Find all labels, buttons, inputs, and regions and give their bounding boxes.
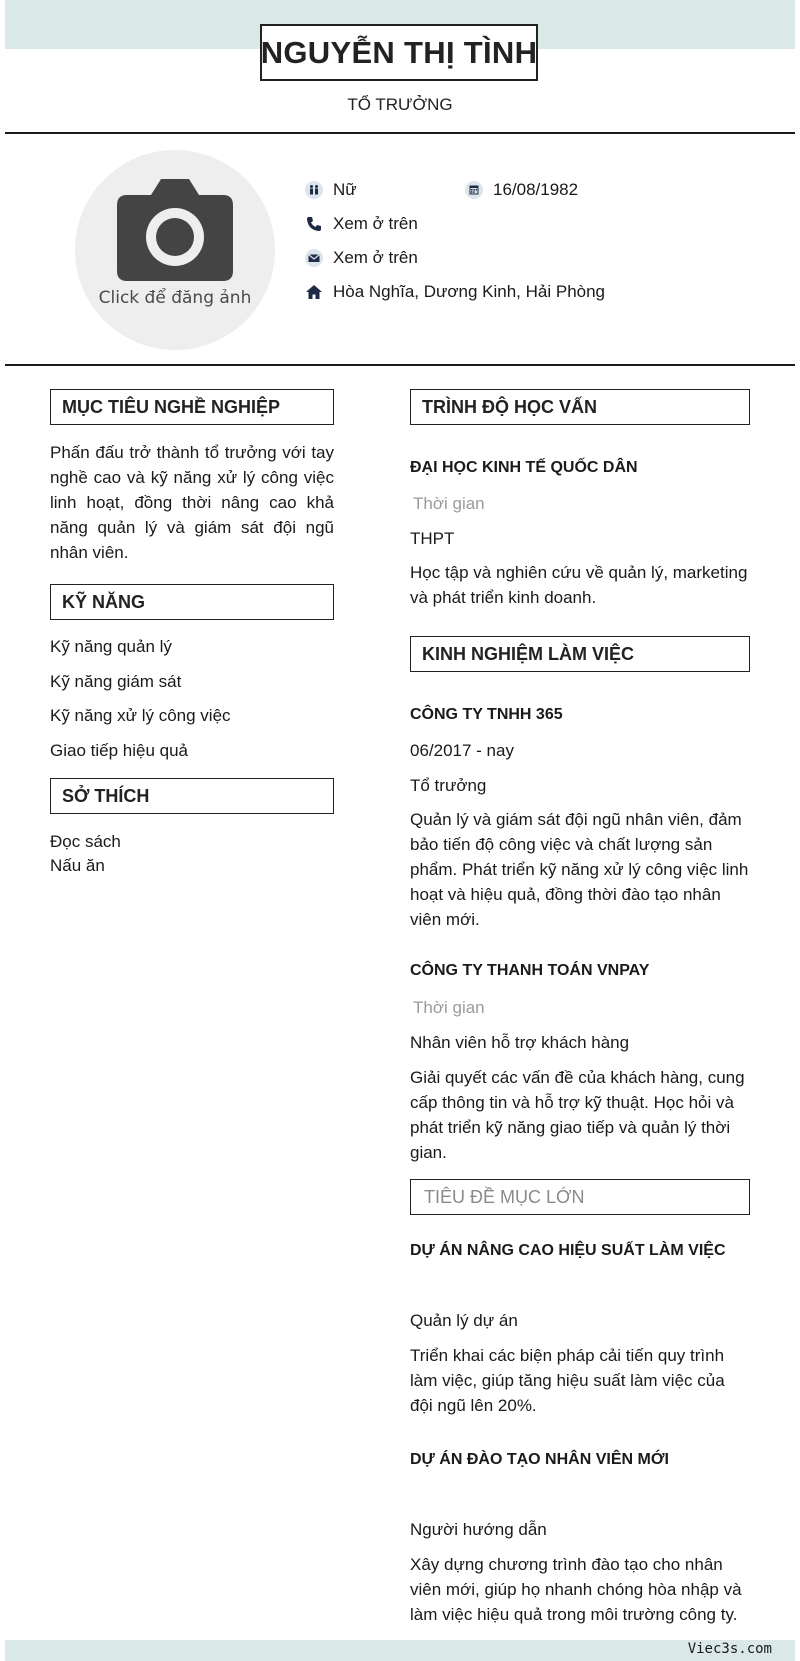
objective-text[interactable]: Phấn đấu trở thành tổ trưởng với tay nghề cao và kỹ năng xử lý công việc linh hoạt, đồng thời nâng cao khả năng quản lý và giám sát đội ngũ nhân viên.	[50, 443, 334, 562]
objective-title[interactable]: MỤC TIÊU NGHỀ NGHIỆP	[50, 389, 334, 425]
photo-upload[interactable]	[75, 150, 275, 350]
watermark: Viec3s.com	[687, 1641, 772, 1657]
project-description[interactable]: Xây dựng chương trình đào tạo cho nhân viên mới, giúp họ nhanh chóng hòa nhập và làm việc hiệu quả trong môi trường công ty.	[410, 1555, 742, 1624]
home-icon	[305, 283, 323, 301]
education-title[interactable]: TRÌNH ĐỘ HỌC VẤN	[410, 389, 750, 425]
job-description[interactable]: Giải quyết các vấn đề của khách hàng, cung cấp thông tin và hỗ trợ kỹ thuật. Học hỏi và phát triển kỹ năng giao tiếp và quản lý thời gian.	[410, 1068, 745, 1162]
skill-item[interactable]: Kỹ năng giám sát	[50, 672, 182, 691]
phone-field[interactable]	[305, 214, 418, 234]
job-description[interactable]: Quản lý và giám sát đội ngũ nhân viên, đảm bảo tiến độ công việc và chất lượng sản phẩm. Phát triển kỹ năng xử lý công việc linh hoạt và hiệu quả, đồng thời đào tạo nhân viên mới.	[410, 810, 749, 929]
company-name[interactable]: CÔNG TY THANH TOÁN VNPAY	[410, 962, 650, 979]
job-time[interactable]: Thời gian	[413, 998, 485, 1017]
phone-icon	[305, 215, 323, 233]
header-divider	[5, 132, 795, 134]
birthdate-value: 16/08/1982	[493, 180, 579, 199]
camera-icon	[115, 177, 235, 282]
experience-title[interactable]: KINH NGHIỆM LÀM VIỆC	[410, 636, 750, 672]
hobby-item[interactable]: Nấu ăn	[50, 856, 105, 875]
profile-divider	[5, 364, 795, 366]
birthdate-field[interactable]	[465, 180, 578, 200]
projects-title[interactable]: TIÊU ĐỀ MỤC LỚN	[410, 1179, 750, 1215]
hobbies-title[interactable]: SỞ THÍCH	[50, 778, 334, 814]
school-name[interactable]: ĐẠI HỌC KINH TẾ QUỐC DÂN	[410, 459, 638, 476]
project-name[interactable]: DỰ ÁN ĐÀO TẠO NHÂN VIÊN MỚI	[410, 1451, 669, 1468]
calendar-icon	[465, 181, 483, 199]
job-position[interactable]: Tổ trưởng	[410, 776, 487, 795]
photo-label: Click để đăng ảnh	[98, 288, 252, 308]
email-icon	[305, 249, 323, 267]
skills-title[interactable]: KỸ NĂNG	[50, 584, 334, 620]
hobby-item[interactable]: Đọc sách	[50, 832, 121, 851]
phone-value: Xem ở trên	[333, 214, 418, 233]
project-name[interactable]: DỰ ÁN NÂNG CAO HIỆU SUẤT LÀM VIỆC	[410, 1242, 726, 1259]
gender-icon	[305, 181, 323, 199]
education-time[interactable]: Thời gian	[413, 494, 485, 513]
gender-value: Nữ	[333, 180, 357, 199]
candidate-name[interactable]: NGUYỄN THỊ TÌNH	[260, 24, 538, 81]
address-field[interactable]	[305, 282, 605, 302]
project-description[interactable]: Triển khai các biện pháp cải tiến quy trình làm việc, giúp tăng hiệu suất làm việc của đội ngũ lên 20%.	[410, 1346, 725, 1415]
project-role[interactable]: Quản lý dự án	[410, 1311, 518, 1330]
education-description[interactable]: Học tập và nghiên cứu về quản lý, marketing và phát triển kinh doanh.	[410, 563, 748, 607]
address-value: Hòa Nghĩa, Dương Kinh, Hải Phòng	[333, 282, 606, 301]
skill-item[interactable]: Kỹ năng xử lý công việc	[50, 706, 231, 725]
bottom-band	[5, 1640, 795, 1661]
skill-item[interactable]: Kỹ năng quản lý	[50, 637, 172, 656]
gender-field[interactable]	[305, 180, 357, 200]
email-value: Xem ở trên	[333, 248, 418, 267]
company-name[interactable]: CÔNG TY TNHH 365	[410, 706, 563, 723]
job-position[interactable]: Nhân viên hỗ trợ khách hàng	[410, 1033, 630, 1052]
project-role[interactable]: Người hướng dẫn	[410, 1520, 547, 1539]
education-level[interactable]: THPT	[410, 529, 455, 548]
job-title[interactable]: TỔ TRƯỞNG	[347, 95, 453, 114]
skill-item[interactable]: Giao tiếp hiệu quả	[50, 741, 188, 760]
job-time[interactable]: 06/2017 - nay	[410, 741, 514, 760]
email-field[interactable]	[305, 248, 418, 268]
